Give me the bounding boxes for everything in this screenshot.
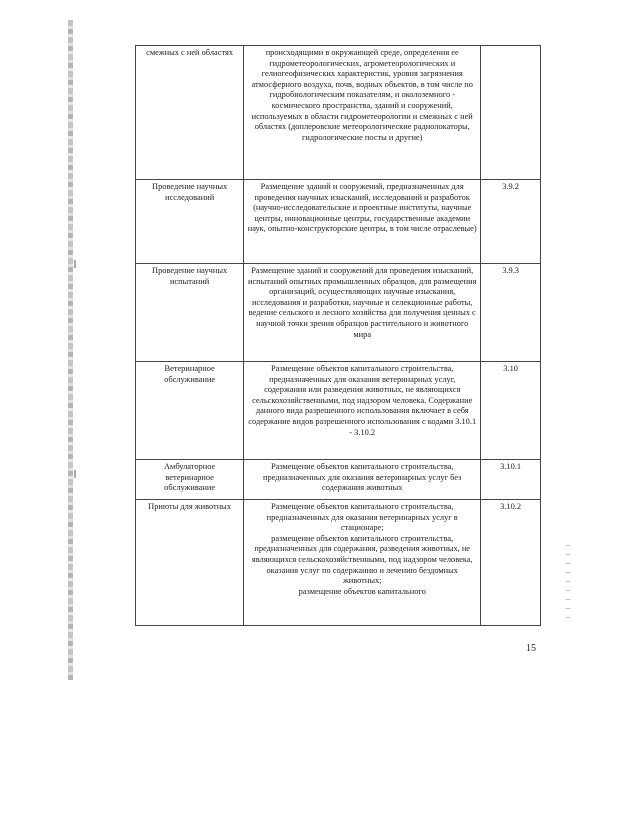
scan-tick xyxy=(74,470,76,478)
use-code-cell: 3.10.2 xyxy=(481,500,541,626)
use-description-cell xyxy=(244,362,481,460)
use-code-cell: 3.9.2 xyxy=(481,180,541,264)
use-type-cell: смежных с ней областях xyxy=(136,46,244,180)
table-row xyxy=(136,46,541,180)
description-text: Размещение объектов капитального строительства, предназначенных для оказания ветеринарных услуг, содержания или разведения животных, не являющихся сельскохозяйственными, под надзором человека. Содержание данного вида разрешенного использования включает в себя содержание видов разрешенного использования с кодами 3.10.1 - 3.10.2 xyxy=(248,364,477,437)
land-use-table xyxy=(135,45,541,626)
table-row xyxy=(136,362,541,460)
table-row xyxy=(136,460,541,500)
description-text: происходящими в окружающей среде, определения ее гидрометеорологических, агрометеорологических и гелиогеофизических характеристик, уровня загрязнения атмосферного воздуха, почв, водных объектов, в том числе по гидробиологическим показателям, и околоземного - космического пространства, зданий и сооружений, используемых в области гидрометеорологии и смежных с ней областях (доплеровские метеорологические радиолокаторы, гидрологические посты и другие) xyxy=(251,48,473,142)
description-text: размещение объектов капитального xyxy=(298,586,426,596)
page-number: 15 xyxy=(526,643,536,654)
use-type-cell: Ветеринарное обслуживание xyxy=(136,362,244,460)
description-text: размещение объектов капитального строительства, предназначенных для содержания, разведения животных, не являющихся сельскохозяйственными, под надзором человека, оказания услуг по содержанию и лечению бездомных животных; xyxy=(251,533,473,586)
table-row xyxy=(136,180,541,264)
use-type-cell: Проведение научных испытаний xyxy=(136,264,244,362)
use-code-cell: 3.9.3 xyxy=(481,264,541,362)
table-row xyxy=(136,500,541,626)
use-description-cell xyxy=(244,264,481,362)
scan-dots-artifact xyxy=(566,545,570,625)
use-code-cell xyxy=(481,46,541,180)
use-code-cell: 3.10 xyxy=(481,362,541,460)
use-description-cell xyxy=(244,500,481,626)
description-text: Размещение зданий и сооружений, предназначенных для проведения научных изысканий, исследований и разработок (научно-исследовательские и проектные институты, научные центры, инновационные центры, государственные академии наук, опытно-конструкторские центры, в том числе отраслевые) xyxy=(247,182,477,234)
table-row xyxy=(136,264,541,362)
use-code-cell: 3.10.1 xyxy=(481,460,541,500)
description-text: Размещение зданий и сооружений для проведения изысканий, испытаний опытных промышленных образцов, для размещения организаций, осуществляющих научные изыскания, исследования и разработки, научные и селекционные работы, ведение сельского и лесного хозяйства для получения ценных с научной точки зрения образцов растительного и животного мира xyxy=(247,266,477,339)
use-description-cell xyxy=(244,180,481,264)
use-type-cell: Приюты для животных xyxy=(136,500,244,626)
scan-edge-artifact xyxy=(68,20,73,680)
scan-tick xyxy=(74,260,76,268)
description-text: Размещение объектов капитального строительства, предназначенных для оказания ветеринарных услуг в стационаре; xyxy=(266,502,458,533)
use-description-cell xyxy=(244,460,481,500)
use-description-cell xyxy=(244,46,481,180)
use-type-cell: Проведение научных исследований xyxy=(136,180,244,264)
description-text: Размещение объектов капитального строительства, предназначенных для оказания ветеринарных услуг без содержания животных xyxy=(263,462,462,493)
use-type-cell: Амбулаторное ветеринарное обслуживание xyxy=(136,460,244,500)
